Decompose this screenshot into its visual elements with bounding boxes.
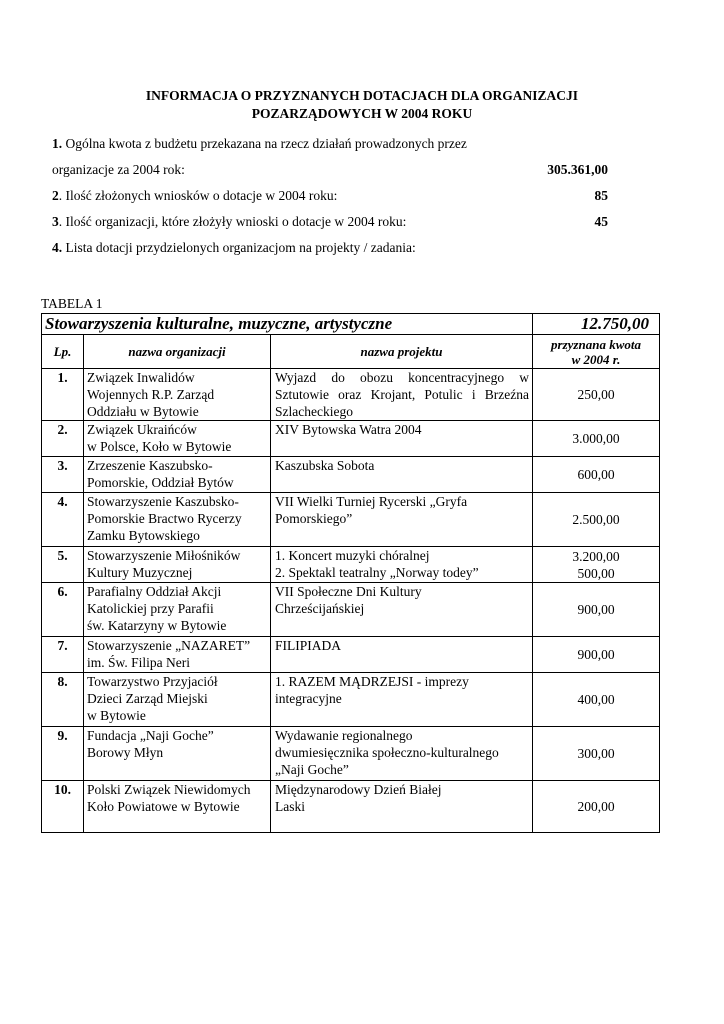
organization-line: Koło Powiatowe w Bytowie xyxy=(87,799,240,814)
info-text: organizacje za 2004 rok: xyxy=(52,162,185,177)
table-header-row xyxy=(42,335,660,369)
info-item-1 xyxy=(52,136,608,152)
header-amount-line-1: przyznana kwota xyxy=(551,336,641,352)
info-number: 4. xyxy=(52,240,63,255)
header-amount xyxy=(533,335,660,369)
organization-line: Borowy Młyn xyxy=(87,745,164,760)
organization-line: Katolickiej przy Parafii xyxy=(87,601,214,616)
title-line-1: INFORMACJA O PRZYZNANYCH DOTACJACH DLA ORGANIZACJI xyxy=(145,88,579,103)
cell-project xyxy=(271,493,533,547)
info-number: 1. xyxy=(52,136,63,151)
cell-amount xyxy=(533,493,660,547)
cell-lp: 1. xyxy=(42,369,84,421)
cell-organization xyxy=(84,637,271,673)
info-value-applications: 85 xyxy=(594,188,608,203)
amount-value: 250,00 xyxy=(577,387,615,402)
organization-line: Zamku Bytowskiego xyxy=(87,528,200,543)
cell-project xyxy=(271,547,533,583)
header-organization: nazwa organizacji xyxy=(84,335,271,369)
amount-value: 600,00 xyxy=(577,467,615,482)
info-value-organizations: 45 xyxy=(594,214,608,229)
cell-organization xyxy=(84,547,271,583)
project-line: FILIPIADA xyxy=(275,638,341,653)
cell-organization xyxy=(84,457,271,493)
cell-amount xyxy=(533,637,660,673)
organization-line: Pomorskie Bractwo Rycerzy xyxy=(87,511,242,526)
cell-lp: 10. xyxy=(42,781,84,833)
amount-value: 300,00 xyxy=(577,746,615,761)
cell-lp: 7. xyxy=(42,637,84,673)
info-value-total: 305.361,00 xyxy=(547,162,608,177)
project-line: „Naji Goche” xyxy=(275,762,349,777)
amount-value: 900,00 xyxy=(577,647,615,662)
table-row xyxy=(42,369,660,421)
category-row xyxy=(42,314,660,335)
table-row xyxy=(42,727,660,781)
amount-value: 2.500,00 xyxy=(572,512,620,527)
cell-organization xyxy=(84,493,271,547)
organization-line: w Polsce, Koło w Bytowie xyxy=(87,439,232,454)
project-line: Pomorskiego” xyxy=(275,511,353,526)
cell-project xyxy=(271,673,533,727)
project-line: 1. Koncert muzyki chóralnej xyxy=(275,548,430,563)
project-line: Wydawanie regionalnego xyxy=(275,728,413,743)
header-lp: Lp. xyxy=(42,335,84,369)
info-text: Lista dotacji przydzielonych organizacjom na projekty / zadania: xyxy=(62,240,416,255)
organization-line: Dzieci Zarząd Miejski xyxy=(87,691,208,706)
cell-lp: 6. xyxy=(42,583,84,637)
document-title xyxy=(60,87,664,123)
info-item-2 xyxy=(52,188,608,204)
cell-organization xyxy=(84,583,271,637)
info-text: . Ilość organizacji, które złożyły wnioski o dotacje w 2004 roku: xyxy=(58,214,407,229)
organization-line: Stowarzyszenie Miłośników xyxy=(87,548,241,563)
organization-line: Towarzystwo Przyjaciół xyxy=(87,674,218,689)
cell-project xyxy=(271,583,533,637)
grants-table xyxy=(41,313,660,833)
organization-line: Stowarzyszenie Kaszubsko- xyxy=(87,494,239,509)
project-line: Chrześcijańskiej xyxy=(275,601,365,616)
project-line: 1. RAZEM MĄDRZEJSI - imprezy xyxy=(275,674,469,689)
table-row xyxy=(42,583,660,637)
cell-amount xyxy=(533,457,660,493)
info-number: 3 xyxy=(52,214,59,229)
amount-value: 400,00 xyxy=(577,692,615,707)
project-line: 2. Spektakl teatralny „Norway todey” xyxy=(275,565,479,580)
cell-amount xyxy=(533,727,660,781)
organization-line: Oddziału w Bytowie xyxy=(87,404,199,419)
organization-line: Polski Związek Niewidomych xyxy=(87,782,251,797)
organization-line: Związek Inwalidów xyxy=(87,370,195,385)
project-line: Wyjazd do obozu koncentracyjnego w Sztutowie oraz Krojant, Potulic i Brzeźna Szlacheckiego xyxy=(275,370,530,419)
project-line: Międzynarodowy Dzień Białej xyxy=(275,782,442,797)
header-project: nazwa projektu xyxy=(271,335,533,369)
project-line: VII Społeczne Dni Kultury xyxy=(275,584,422,599)
table-row xyxy=(42,421,660,457)
cell-lp: 8. xyxy=(42,673,84,727)
cell-lp: 4. xyxy=(42,493,84,547)
project-line: Kaszubska Sobota xyxy=(275,458,375,473)
table-label: TABELA 1 xyxy=(41,296,103,311)
project-line: Laski xyxy=(275,799,305,814)
cell-lp: 5. xyxy=(42,547,84,583)
cell-project xyxy=(271,421,533,457)
amount-value: 200,00 xyxy=(577,799,615,814)
organization-line: Stowarzyszenie „NAZARET” xyxy=(87,638,251,653)
info-item-1-cont xyxy=(52,162,608,178)
cell-organization xyxy=(84,673,271,727)
organization-line: Wojennych R.P. Zarząd xyxy=(87,387,215,402)
organization-line: Pomorskie, Oddział Bytów xyxy=(87,475,234,490)
project-line: XIV Bytowska Watra 2004 xyxy=(275,422,422,437)
organization-line: św. Katarzyny w Bytowie xyxy=(87,618,227,633)
amount-value: 500,00 xyxy=(577,565,615,581)
table-row xyxy=(42,457,660,493)
cell-project xyxy=(271,369,533,421)
cell-amount xyxy=(533,547,660,583)
table-row xyxy=(42,493,660,547)
cell-organization xyxy=(84,421,271,457)
info-item-3 xyxy=(52,214,608,230)
category-name: Stowarzyszenia kulturalne, muzyczne, artystyczne xyxy=(42,314,533,335)
cell-organization xyxy=(84,781,271,833)
cell-project xyxy=(271,637,533,673)
cell-lp: 2. xyxy=(42,421,84,457)
cell-lp: 3. xyxy=(42,457,84,493)
cell-amount xyxy=(533,421,660,457)
organization-line: Zrzeszenie Kaszubsko- xyxy=(87,458,213,473)
cell-project xyxy=(271,727,533,781)
amount-value: 900,00 xyxy=(577,602,615,617)
info-text: . Ilość złożonych wniosków o dotacje w 2004 roku: xyxy=(58,188,338,203)
info-number: 2 xyxy=(52,188,59,203)
amount-value: 3.000,00 xyxy=(572,431,620,446)
cell-lp: 9. xyxy=(42,727,84,781)
organization-line: w Bytowie xyxy=(87,708,146,723)
table-row xyxy=(42,637,660,673)
table-row xyxy=(42,781,660,833)
cell-project xyxy=(271,457,533,493)
cell-organization xyxy=(84,727,271,781)
project-line: dwumiesięcznika społeczno-kulturalnego xyxy=(275,745,499,760)
cell-project xyxy=(271,781,533,833)
cell-amount xyxy=(533,781,660,833)
cell-amount xyxy=(533,673,660,727)
table-row xyxy=(42,673,660,727)
title-line-2: POZARZĄDOWYCH W 2004 ROKU xyxy=(251,106,473,121)
organization-line: Parafialny Oddział Akcji xyxy=(87,584,222,599)
cell-amount xyxy=(533,583,660,637)
info-item-4 xyxy=(52,240,608,256)
header-amount-line-2: w 2004 r. xyxy=(571,351,621,367)
info-text: Ogólna kwota z budżetu przekazana na rzecz działań prowadzonych przez xyxy=(62,136,467,151)
organization-line: Kultury Muzycznej xyxy=(87,565,193,580)
project-line: integracyjne xyxy=(275,691,342,706)
organization-line: im. Św. Filipa Neri xyxy=(87,655,190,670)
category-total: 12.750,00 xyxy=(533,314,660,335)
cell-amount xyxy=(533,369,660,421)
project-line: VII Wielki Turniej Rycerski „Gryfa xyxy=(275,494,468,509)
organization-line: Fundacja „Naji Goche” xyxy=(87,728,214,743)
cell-organization xyxy=(84,369,271,421)
table-row xyxy=(42,547,660,583)
amount-value: 3.200,00 xyxy=(572,548,620,564)
organization-line: Związek Ukraińców xyxy=(87,422,197,437)
